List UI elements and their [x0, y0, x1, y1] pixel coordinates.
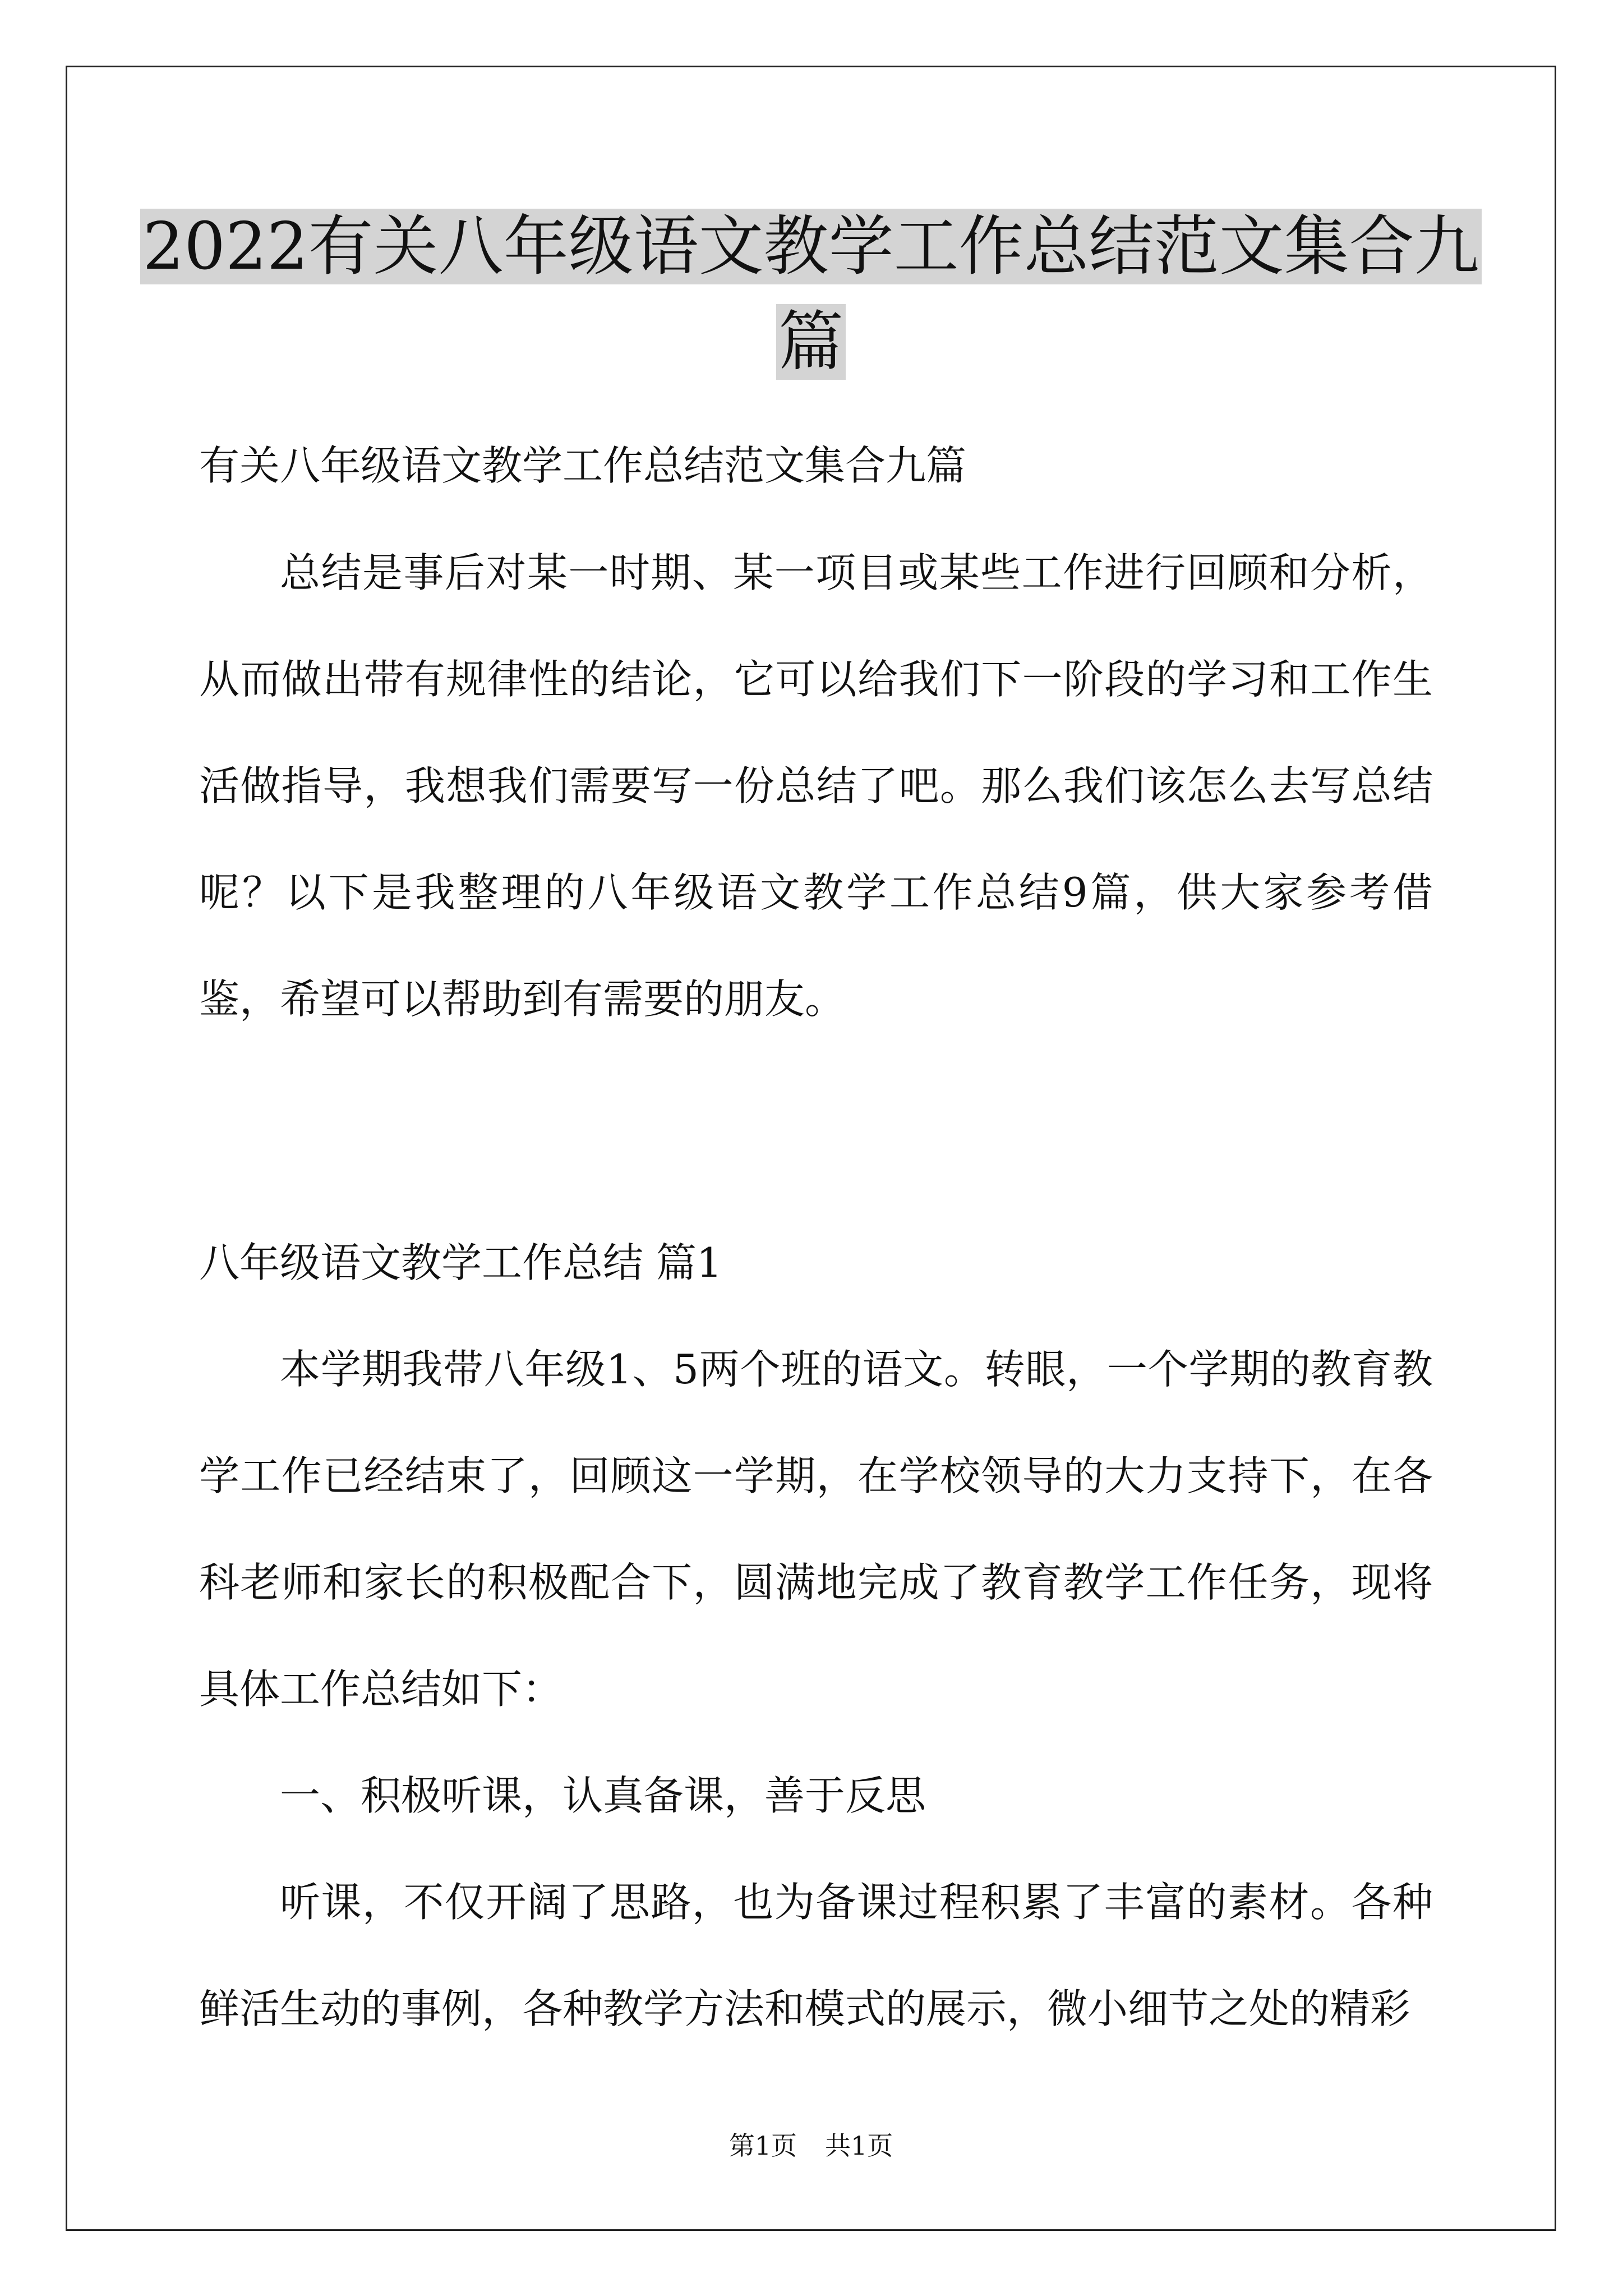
title-line-2: 篇 [776, 304, 846, 380]
title-line-1: 2022有关八年级语文教学工作总结范文集合九 [140, 209, 1481, 284]
document-subtitle: 有关八年级语文教学工作总结范文集合九篇 [199, 442, 967, 489]
body-paragraph: 听课，不仅开阔了思路，也为备课过程积累了丰富的素材。各种鲜活生动的事例，各种教学方法和模式的展示，微小细节之处的精彩 [199, 1879, 1433, 2032]
section-heading: 八年级语文教学工作总结 篇1 [199, 1239, 722, 1286]
document-title [66, 199, 1556, 390]
page-number: 第1页 [728, 2131, 797, 2161]
page-footer [66, 2129, 1556, 2162]
intro-paragraph: 总结是事后对某一时期、某一项目或某些工作进行回顾和分析，从而做出带有规律性的结论，它可以给我们下一阶段的学习和工作生活做指导，我想我们需要写一份总结了吧。那么我们该怎么去写总结呢？以下是我整理的八年级语文教学工作总结9篇，供大家参考借鉴，希望可以帮助到有需要的朋友。 [199, 549, 1433, 1023]
body-paragraph: 本学期我带八年级1、5两个班的语文。转眼，一个学期的教育教学工作已经结束了，回顾这一学期，在学校领导的大力支持下，在各科老师和家长的积极配合下，圆满地完成了教育教学工作任务，现将具体工作总结如下： [199, 1346, 1433, 1713]
document-body [199, 519, 1433, 2062]
point-heading: 一、积极听课，认真备课，善于反思 [280, 1772, 926, 1819]
page-total: 共1页 [825, 2131, 893, 2161]
